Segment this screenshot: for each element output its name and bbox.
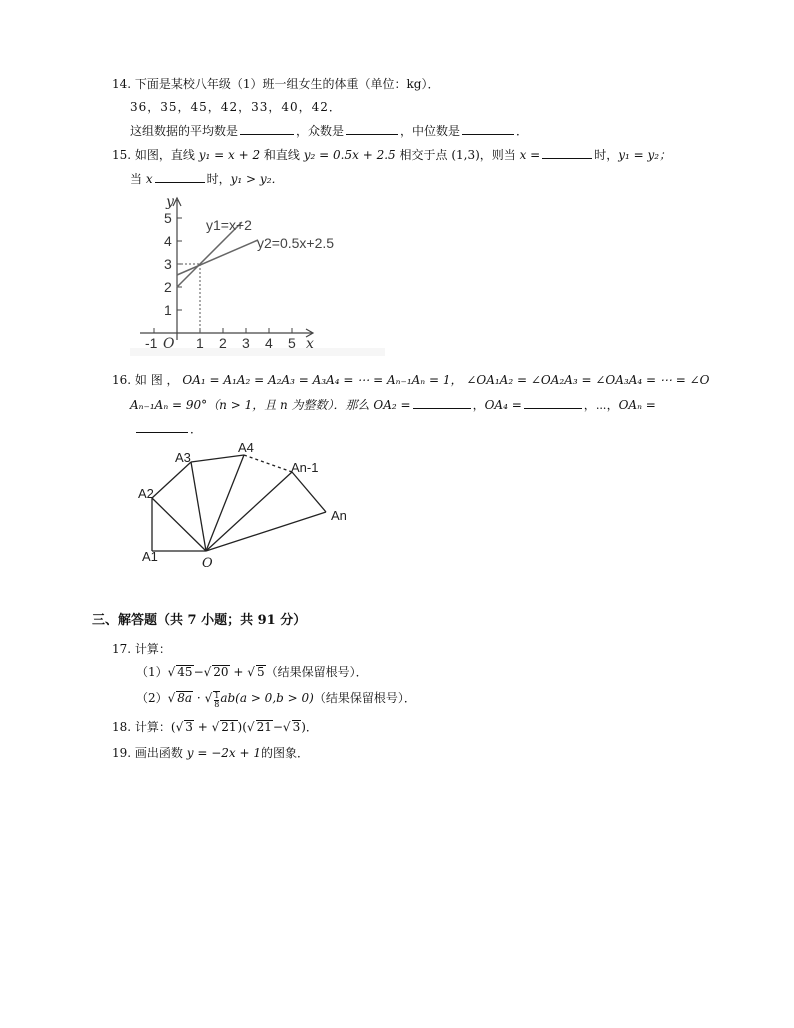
q14-median-blank[interactable]: [462, 122, 514, 135]
q17-p1-plus: +: [233, 665, 244, 679]
q15-x-eq: x =: [519, 148, 541, 162]
q15-blank2[interactable]: [155, 170, 205, 183]
q18-root2: 21: [221, 720, 237, 734]
label-y1: y1=x+2: [206, 217, 252, 233]
q14-line3: [130, 122, 528, 139]
q16-line2: [130, 396, 656, 413]
q16-intro: 16. 如 图 ，: [112, 373, 179, 387]
q17-stem: 17. 计算：: [112, 642, 171, 656]
q17-p2-root1: 8a: [177, 691, 193, 705]
label-a3: A3: [175, 450, 191, 465]
q15-dang: 当: [130, 172, 143, 186]
q17-p2-frac-num: 1: [214, 690, 220, 700]
q18-mid: )(: [237, 720, 247, 734]
q14-mode-blank[interactable]: [346, 122, 398, 135]
q18-prefix: 18. 计算：(: [112, 720, 176, 734]
q14-mean-label: 这组数据的平均数是: [130, 124, 239, 138]
q19-suffix: 的图象．: [260, 746, 309, 760]
q15-y-greater: y₁ > y₂．: [230, 172, 284, 186]
q16-comma: ，: [472, 398, 485, 412]
q18-plus: +: [197, 720, 208, 734]
q17-p1-root3: 5: [256, 665, 265, 679]
q15-line1: [112, 146, 671, 163]
q14-data: 36，35，45，42，33，40，42．: [130, 100, 342, 114]
label-an: An: [331, 508, 347, 523]
q15-graph: [130, 190, 385, 356]
axis-x-label: x: [306, 336, 314, 352]
q16-oa2: OA₂ =: [373, 398, 411, 412]
q17-p2-dot: ·: [196, 691, 201, 705]
q16-blank-oan[interactable]: [136, 420, 188, 433]
q14-line1: 14. 下面是某校八年级（1）班一组女生的体重（单位：kg）．: [112, 77, 440, 91]
q17-part2: （2）√ 8a · √ $\frac{1}{8}$ ab(a > 0,b > 0)（结果保留根号）．: [136, 690, 416, 709]
q17-p2-tail: ab(a > 0,b > 0): [220, 691, 314, 705]
q16-oa4: OA₄ =: [484, 398, 522, 412]
y-tick-4: 4: [164, 233, 172, 249]
q18-minus: −: [272, 720, 283, 734]
q16-condition: Aₙ₋₁Aₙ = 90°（n > 1，且 n 为整数）．那么: [130, 398, 370, 412]
q16-end: ．: [190, 422, 203, 436]
q18-root3: 21: [256, 720, 272, 734]
q17-p1-root2: 20: [213, 665, 229, 679]
label-o: O: [202, 556, 213, 571]
q17-p2-frac-den: 8: [214, 699, 220, 709]
q14-median-label: ，中位数是: [400, 124, 461, 138]
label-a1: A1: [142, 549, 158, 564]
q18: 18. 计算：(√ 3 + √ 21)(√ 21−√ 3)．: [112, 720, 318, 734]
q16-line1: [112, 372, 709, 388]
q15-y-equal: y₁ = y₂；: [618, 148, 672, 162]
section-3-title: 三、解答题（共 7 小题；共 91 分）: [92, 613, 307, 628]
axis-y-label: y: [166, 194, 174, 210]
y-tick-3: 3: [164, 256, 172, 272]
x-tick-neg1: -1: [145, 335, 158, 351]
y-tick-5: 5: [164, 210, 172, 226]
q17-p1-minus: −: [193, 665, 204, 679]
x-tick-1: 1: [196, 335, 204, 351]
q15-when: 时，: [594, 148, 619, 162]
q16-blank-oa2[interactable]: [413, 396, 471, 409]
q15-intersect: 相交于点 (1,3)，则当: [399, 148, 516, 162]
q17-p1-num: （1）: [136, 665, 168, 679]
x-tick-2: 2: [219, 335, 227, 351]
q17-p2-note: （结果保留根号）．: [313, 691, 416, 705]
q15-blank1[interactable]: [542, 146, 592, 159]
q16-oan: OAₙ =: [618, 398, 656, 412]
q17-p2-num: （2）: [136, 691, 168, 705]
q15-x: x: [145, 172, 153, 186]
x-tick-origin: O: [163, 336, 175, 352]
q16-equal-segments: OA₁ = A₁A₂ = A₂A₃ = A₃A₄ = ⋯ = Aₙ₋₁Aₙ = 1，: [182, 373, 463, 387]
q17-p1-note: （结果保留根号）．: [265, 665, 368, 679]
q17-part1: （1）√ 45−√ 20 + √ 5（结果保留根号）．: [136, 665, 368, 679]
q16-figure: [130, 438, 360, 573]
q15-intro: 15. 如图，直线: [112, 148, 195, 162]
label-y2: y2=0.5x+2.5: [257, 235, 335, 251]
q18-root1: 3: [185, 720, 193, 734]
q15-eq1: y₁ = x + 2: [198, 148, 261, 162]
label-a4: A4: [238, 440, 254, 455]
y-tick-2: 2: [164, 279, 172, 295]
q17-p1-root1: 45: [177, 665, 193, 679]
x-tick-5: 5: [288, 335, 296, 351]
q15-line2: [130, 170, 284, 187]
q19: [112, 745, 309, 761]
q18-root4: 3: [292, 720, 301, 734]
q15-when2: 时，: [206, 172, 231, 186]
x-tick-4: 4: [265, 335, 273, 351]
q16-blank-oa4[interactable]: [524, 396, 582, 409]
label-a2: A2: [138, 486, 154, 501]
q16-equal-angles: ∠OA₁A₂ = ∠OA₂A₃ = ∠OA₃A₄ = ⋯ = ∠O: [466, 373, 710, 387]
q19-function: y = −2x + 1: [186, 746, 261, 760]
q19-prefix: 19. 画出函数: [112, 746, 183, 760]
q14-mean-blank[interactable]: [240, 122, 294, 135]
q14-end: ．: [516, 124, 529, 138]
q15-and: 和直线: [263, 148, 300, 162]
q16-line3: [134, 420, 202, 437]
q16-ellipsis: ，⋯，: [583, 398, 619, 412]
q14-mode-label: ，众数是: [296, 124, 345, 138]
q18-end: )．: [301, 720, 318, 734]
q15-eq2: y₂ = 0.5x + 2.5: [303, 148, 396, 162]
y-tick-1: 1: [164, 302, 172, 318]
label-an-1: An-1: [291, 460, 319, 475]
x-tick-3: 3: [242, 335, 250, 351]
